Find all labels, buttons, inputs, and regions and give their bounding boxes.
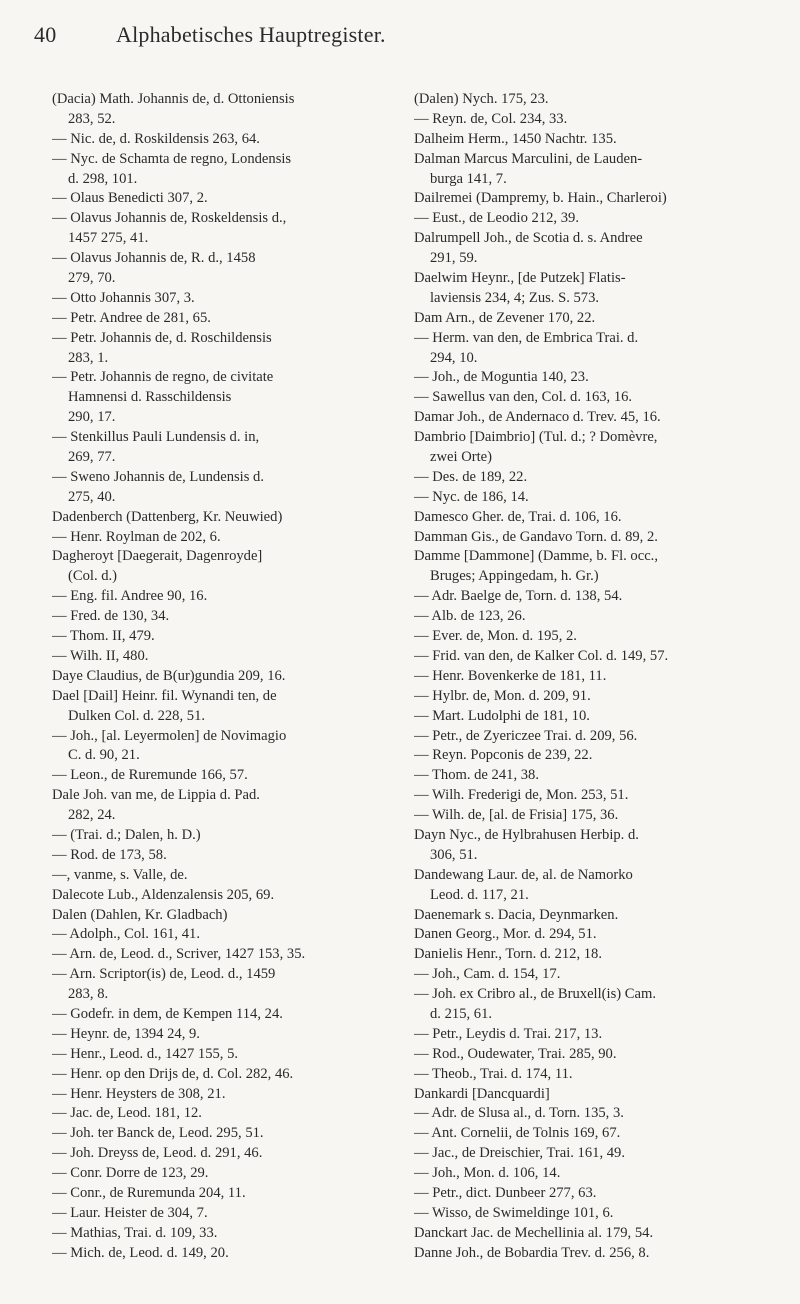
index-entry-line: — Godefr. in dem, de Kempen 114, 24. [52, 1005, 283, 1022]
index-entry-line: (Dacia) Math. Johannis de, d. Ottoniensis [52, 91, 295, 107]
index-entry-line: 283, 1. [68, 349, 109, 366]
index-entry-line: Dagheroyt [Daegerait, Dagenroyde] [52, 548, 263, 565]
index-entry-line: laviensis 234, 4; Zus. S. 573. [430, 289, 600, 306]
index-entry-line: Damme [Dammone] (Damme, b. Fl. occ., [414, 548, 658, 565]
index-entry-line: — Heynr. de, 1394 24, 9. [52, 1025, 200, 1042]
index-entry-line: — Sweno Johannis de, Lundensis d. [52, 468, 265, 485]
index-entry-line: Dandewang Laur. de, al. de Namorko [414, 866, 633, 883]
index-entry-line: — Joh. ter Banck de, Leod. 295, 51. [52, 1125, 264, 1142]
index-entry-line: — Eust., de Leodio 212, 39. [414, 210, 579, 227]
index-entry-line: — Olaus Benedicti 307, 2. [52, 190, 208, 207]
index-entry-line: Dalecote Lub., Aldenzalensis 205, 69. [52, 886, 275, 903]
index-entry-line: — Herm. van den, de Embrica Trai. d. [414, 329, 639, 346]
index-entry-line: — Joh. Dreyss de, Leod. d. 291, 46. [52, 1145, 263, 1162]
index-entry-line: — Reyn. Popconis de 239, 22. [414, 747, 593, 764]
index-entry-line: — Conr., de Ruremunda 204, 11. [52, 1184, 246, 1201]
index-entry-line: — Henr. Heysters de 308, 21. [52, 1085, 226, 1102]
index-entry-line: Leod. d. 117, 21. [430, 886, 529, 903]
index-entry-line: 275, 40. [68, 488, 116, 505]
index-entry-line: — Conr. Dorre de 123, 29. [52, 1165, 209, 1182]
index-entry-line: Danne Joh., de Bobardia Trev. d. 256, 8. [414, 1244, 650, 1261]
index-entry-line: 279, 70. [68, 270, 116, 287]
index-entry-line: — Eng. fil. Andree 90, 16. [52, 588, 208, 605]
index-entry-line: 291, 59. [430, 250, 478, 267]
index-entry-line: d. 215, 61. [430, 1005, 493, 1022]
index-entry-line: — Joh., [al. Leyermolen] de Novimagio [52, 727, 287, 744]
page-number: 40 [34, 22, 57, 47]
index-entry-line: —, vanme, s. Valle, de. [52, 866, 188, 883]
index-entry-line: — Des. de 189, 22. [414, 468, 528, 485]
index-entry-line: — Rod., Oudewater, Trai. 285, 90. [414, 1045, 617, 1062]
index-entry-line: 283, 8. [68, 986, 109, 1003]
index-entry-line: — Wilh. de, [al. de Frisia] 175, 36. [414, 807, 619, 824]
index-entry-line: — Henr. Bovenkerke de 181, 11. [414, 667, 607, 684]
index-entry-line: — Olavus Johannis de, R. d., 1458 [52, 250, 256, 267]
index-entry-line: — Petr., Leydis d. Trai. 217, 13. [414, 1025, 603, 1042]
index-entry-line: — Thom. de 241, 38. [414, 767, 539, 784]
index-entry-line: — Wilh. Frederigi de, Mon. 253, 51. [414, 787, 629, 804]
index-entry-line: Dadenberch (Dattenberg, Kr. Neuwied) [52, 508, 283, 525]
index-entry-line: — Hylbr. de, Mon. d. 209, 91. [414, 687, 591, 704]
index-entry-line: Dalheim Herm., 1450 Nachtr. 135. [414, 130, 617, 147]
index-entry-line: Dalman Marcus Marculini, de Lauden- [414, 150, 643, 167]
index-entry-line: — Adr. Baelge de, Torn. d. 138, 54. [414, 588, 623, 605]
index-entry-line: — Ant. Cornelii, de Tolnis 169, 67. [414, 1125, 621, 1142]
right-column [414, 90, 762, 1264]
index-entry-line: — Wisso, de Swimeldinge 101, 6. [414, 1204, 614, 1221]
index-entry-line: — Ever. de, Mon. d. 195, 2. [414, 628, 577, 645]
index-entry-line: — Petr. Johannis de regno, de civitate [52, 369, 274, 386]
index-entry-line: — Fred. de 130, 34. [52, 608, 170, 625]
index-entry-line: — Rod. de 173, 58. [52, 846, 167, 863]
index-entry-line: — Alb. de 123, 26. [414, 608, 526, 625]
page-title: Alphabetisches Hauptregister. [116, 22, 386, 47]
index-entry-line: — Petr., de Zyericzee Trai. d. 209, 56. [414, 727, 638, 744]
index-entry-line: Damesco Gher. de, Trai. d. 106, 16. [414, 508, 622, 525]
index-entry-line: 290, 17. [68, 409, 116, 426]
index-entry-line: 294, 10. [430, 349, 478, 366]
index-entry-line: — Jac., de Dreischier, Trai. 161, 49. [414, 1145, 625, 1162]
index-entry-line: Daye Claudius, de B(ur)gundia 209, 16. [52, 667, 286, 684]
index-entry-line: Dayn Nyc., de Hylbrahusen Herbip. d. [414, 826, 639, 843]
index-entry-line: — Joh., Mon. d. 106, 14. [414, 1165, 561, 1182]
index-entry-line: — Mart. Ludolphi de 181, 10. [414, 707, 590, 724]
index-entry-line: C. d. 90, 21. [68, 747, 140, 764]
index-entry-line: — Otto Johannis 307, 3. [52, 289, 195, 306]
index-entry-line: Damman Gis., de Gandavo Torn. d. 89, 2. [414, 528, 658, 545]
index-entry-line: Dulken Col. d. 228, 51. [68, 707, 206, 724]
index-entry-line: — Olavus Johannis de, Roskeldensis d., [52, 210, 287, 227]
index-entry-line: — Nyc. de Schamta de regno, Londensis [52, 150, 292, 167]
index-entry-line: 306, 51. [430, 846, 478, 863]
index-entry-line: 1457 275, 41. [68, 230, 149, 247]
index-entry-line: — Leon., de Ruremunde 166, 57. [52, 767, 248, 784]
index-entry-line: — Henr. op den Drijs de, d. Col. 282, 46. [52, 1065, 294, 1082]
index-entry-line: — Petr., dict. Dunbeer 277, 63. [414, 1184, 597, 1201]
index-entry-line: Bruges; Appingedam, h. Gr.) [430, 568, 599, 585]
index-entry-line: — Arn. Scriptor(is) de, Leod. d., 1459 [52, 966, 276, 983]
index-entry-line: — Joh., de Moguntia 140, 23. [414, 369, 589, 386]
index-entry-line: — Jac. de, Leod. 181, 12. [52, 1105, 202, 1122]
index-entry-line: — (Trai. d.; Dalen, h. D.) [52, 826, 201, 843]
index-entry-line: — Joh., Cam. d. 154, 17. [414, 966, 561, 983]
index-entry-line: Dankardi [Dancquardi] [414, 1085, 550, 1102]
index-entry-line: — Laur. Heister de 304, 7. [52, 1204, 208, 1221]
index-entry-line: 283, 52. [68, 110, 116, 127]
index-entry-line: Dale Joh. van me, de Lippia d. Pad. [52, 787, 260, 804]
index-entry-line: — Petr. Andree de 281, 65. [52, 309, 211, 326]
index-entry-line: — Wilh. II, 480. [52, 647, 149, 664]
index-entry-line: — Mathias, Trai. d. 109, 33. [52, 1224, 218, 1241]
index-entry-line: burga 141, 7. [430, 170, 507, 187]
index-entry-line: 269, 77. [68, 449, 116, 466]
index-entry-line: Danielis Henr., Torn. d. 212, 18. [414, 946, 603, 963]
index-entry-line: Hamnensi d. Rasschildensis [68, 389, 232, 406]
index-entry-line: — Arn. de, Leod. d., Scriver, 1427 153, 35. [52, 946, 306, 963]
index-entry-line: Daelwim Heynr., [de Putzek] Flatis- [414, 270, 626, 287]
index-entry-line: — Nyc. de 186, 14. [414, 488, 529, 505]
index-entry-line: Dalen (Dahlen, Kr. Gladbach) [52, 906, 228, 923]
index-entry-line: Dalrumpell Joh., de Scotia d. s. Andree [414, 230, 643, 247]
index-entry-line: Dailremei (Dampremy, b. Hain., Charleroi) [414, 190, 667, 207]
index-entry-line: — Thom. II, 479. [52, 628, 155, 645]
index-entry-line: — Sawellus van den, Col. d. 163, 16. [414, 389, 633, 406]
index-entry-line: zwei Orte) [430, 449, 492, 466]
index-entry-line: Danckart Jac. de Mechellinia al. 179, 54. [414, 1224, 654, 1241]
index-entry-line: — Nic. de, d. Roskildensis 263, 64. [52, 130, 260, 147]
index-entry-line: (Dalen) Nych. 175, 23. [414, 91, 549, 107]
index-entry-line: — Henr., Leod. d., 1427 155, 5. [52, 1045, 239, 1062]
index-entry-line: Dael [Dail] Heinr. fil. Wynandi ten, de [52, 687, 277, 704]
index-entry-line: d. 298, 101. [68, 170, 138, 187]
page-header [34, 22, 754, 48]
index-entry-line: — Mich. de, Leod. d. 149, 20. [52, 1244, 229, 1261]
index-entry-line: — Reyn. de, Col. 234, 33. [414, 110, 568, 127]
index-entry-line: Dam Arn., de Zevener 170, 22. [414, 309, 596, 326]
left-column [52, 90, 392, 1264]
index-entry-line: — Frid. van den, de Kalker Col. d. 149, 57. [414, 647, 669, 664]
index-entry-line: 282, 24. [68, 807, 116, 824]
index-entry-line: — Theob., Trai. d. 174, 11. [414, 1065, 573, 1082]
index-entry-line: Damar Joh., de Andernaco d. Trev. 45, 16. [414, 409, 661, 426]
index-entry-line: — Stenkillus Pauli Lundensis d. in, [52, 429, 260, 446]
index-entry-line: — Joh. ex Cribro al., de Bruxell(is) Cam. [414, 986, 656, 1003]
index-entry-line: — Petr. Johannis de, d. Roschildensis [52, 329, 272, 346]
index-entry-line: — Henr. Roylman de 202, 6. [52, 528, 221, 545]
index-entry-line: Dambrio [Daimbrio] (Tul. d.; ? Domèvre, [414, 429, 658, 446]
index-entry-line: Danen Georg., Mor. d. 294, 51. [414, 926, 597, 943]
index-entry-line: (Col. d.) [68, 568, 118, 585]
index-entry-line: — Adr. de Slusa al., d. Torn. 135, 3. [414, 1105, 624, 1122]
index-entry-line: Daenemark s. Dacia, Deynmarken. [414, 906, 619, 923]
index-entry-line: — Adolph., Col. 161, 41. [52, 926, 200, 943]
